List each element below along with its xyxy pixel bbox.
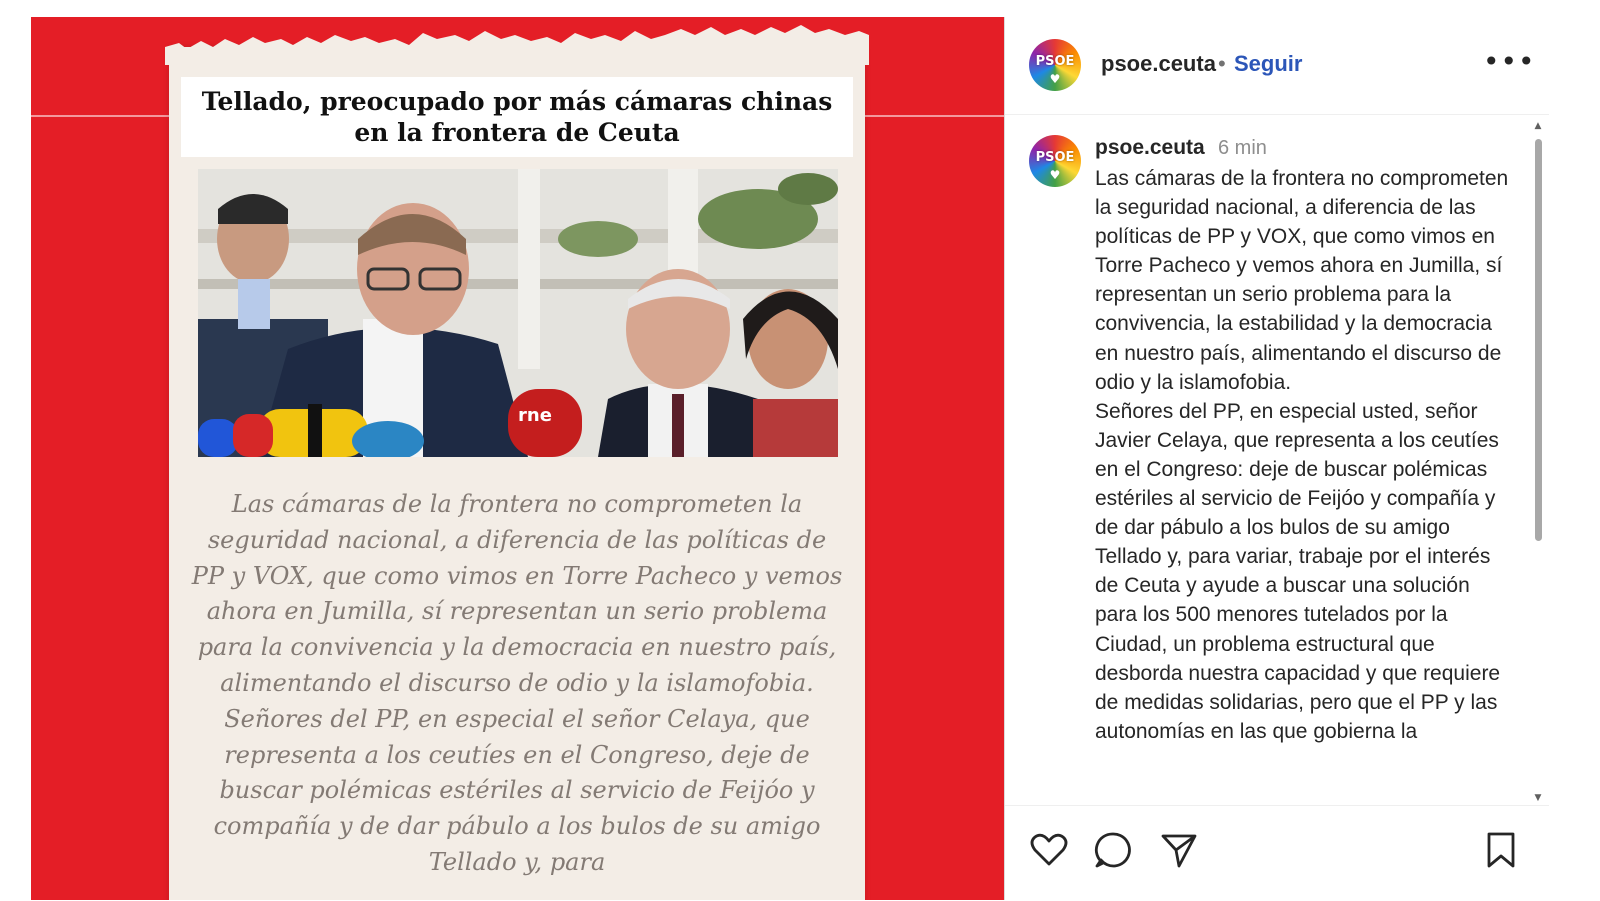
scroll-down-icon[interactable]: ▼: [1534, 793, 1542, 803]
press-photo: [198, 169, 838, 457]
comment-avatar-logo-text: PSOE: [1035, 149, 1075, 165]
caption-scrollbar[interactable]: [1531, 121, 1545, 803]
comment-avatar-heart-icon: ♥: [1049, 167, 1061, 182]
heart-icon[interactable]: [1029, 830, 1069, 870]
post-image[interactable]: [31, 17, 1004, 900]
torn-paper-edge: [165, 25, 869, 65]
caption-comment: [1005, 117, 1531, 805]
separator-dot: •: [1218, 51, 1226, 76]
more-options-icon[interactable]: •••: [1483, 45, 1536, 78]
caption-text: [1095, 164, 1511, 746]
scrollbar-thumb[interactable]: [1535, 139, 1542, 541]
share-icon[interactable]: [1159, 830, 1199, 870]
mic-label: rne: [518, 405, 552, 426]
follow-button[interactable]: Seguir: [1234, 51, 1303, 76]
post-actions: [1005, 805, 1549, 901]
post-paragraph-1: Las cámaras de la frontera no comprometen la seguridad nacional, a diferencia de las políticas de PP y VOX, que como vimos en Torre Pacheco y vemos ahora en Jumilla, sí representan un serio problema para la convivencia y la democracia en nuestro país, alimentando el discurso de odio y la islamofobia.: [191, 490, 843, 697]
post-sidebar: [1004, 17, 1549, 900]
headline-box: [181, 77, 853, 157]
post-body-text: [189, 487, 845, 881]
caption-paragraph-2: Señores del PP, en especial usted, señor Javier Celaya, que representa a los ceutíes en el Congreso: deje de buscar polémicas estériles al servicio de Feijóo y compañía y de dar pábulo a los bulos de su amigo Tellado y, para variar, trabaje por el interés de Ceuta y ayude a buscar una solución para los 500 menores tutelados por la Ciudad, un problema estructural que desborda nuestra capacidad y que requiere de medidas solidarias, pero que el PP y las autonomías en las que gobierna la: [1095, 399, 1501, 743]
post-header: [1005, 17, 1549, 115]
press-conference-illustration: [198, 169, 838, 457]
comment-username[interactable]: psoe.ceuta: [1095, 136, 1205, 159]
avatar-heart-icon: ♥: [1049, 71, 1061, 86]
comment-icon[interactable]: [1093, 830, 1133, 870]
post-headline: Tellado, preocupado por más cámaras chinas en la frontera de Ceuta: [201, 87, 833, 147]
paper-card: [169, 47, 865, 900]
avatar-logo-text: PSOE: [1035, 53, 1075, 69]
comment-avatar[interactable]: [1029, 135, 1081, 187]
post-paragraph-2: Señores del PP, en especial el señor Celaya, que representa a los ceutíes en el Congreso, deje de buscar polémicas estériles al servicio de Feijóo y compañía y de dar pábulo a los bulos de su amigo Tellado y, para: [213, 704, 821, 876]
bookmark-icon[interactable]: [1481, 830, 1521, 870]
account-avatar[interactable]: [1029, 39, 1081, 91]
scroll-up-icon[interactable]: ▲: [1534, 121, 1542, 131]
header-username[interactable]: psoe.ceuta: [1101, 51, 1216, 76]
comment-timestamp[interactable]: 6 min: [1218, 137, 1267, 159]
caption-paragraph-1: Las cámaras de la frontera no comprometen la seguridad nacional, a diferencia de las políticas de PP y VOX, que como vimos en Torre Pacheco y vemos ahora en Jumilla, sí representan un serio problema para la convivencia, la estabilidad y la democracia en nuestro país, alimentando el discurso de odio y la islamofobia.: [1095, 167, 1509, 394]
